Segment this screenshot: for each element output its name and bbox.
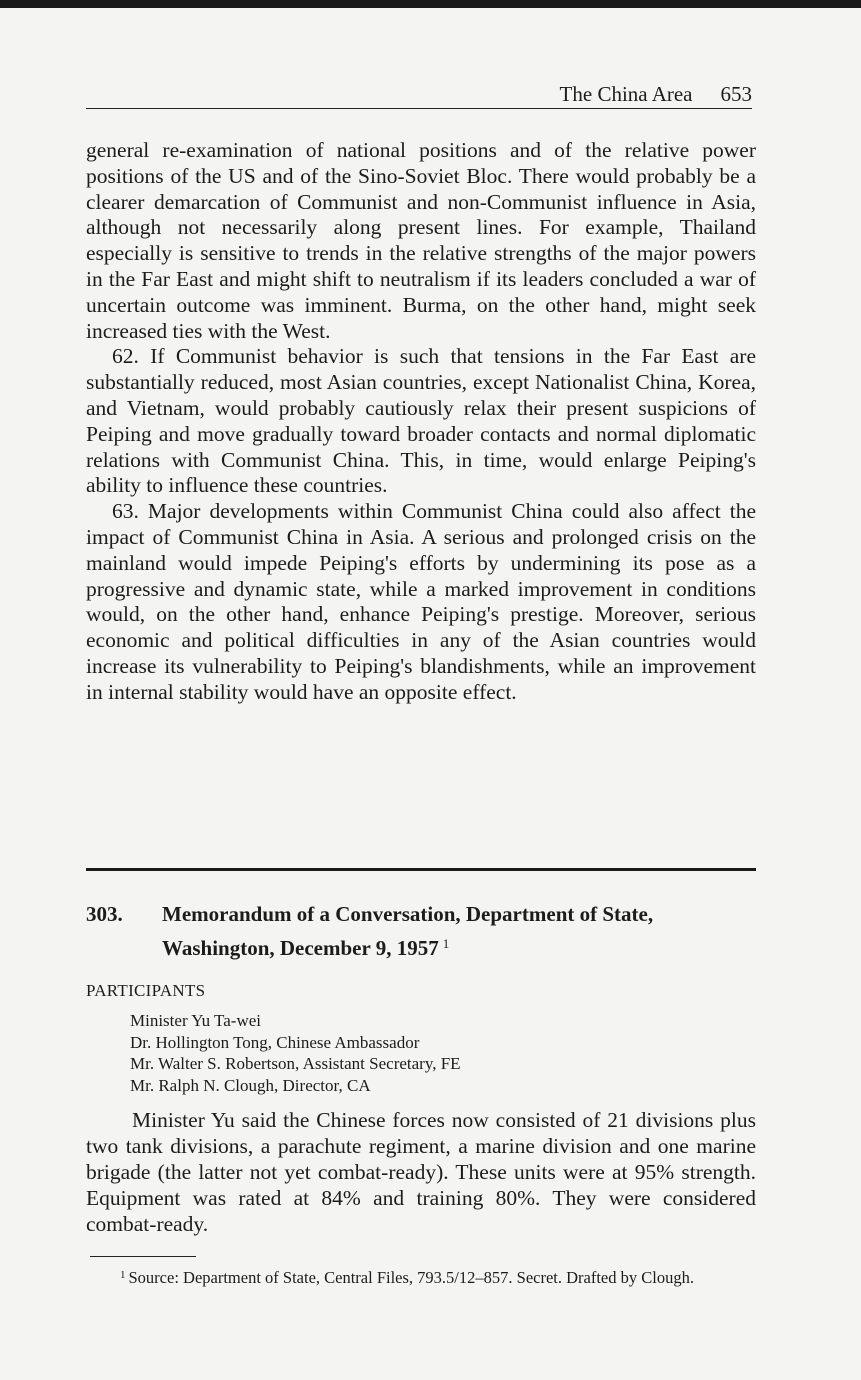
body-paragraph-62: 62. If Communist behavior is such that tensions in the Far East are substantially reduced, most Asian countries, except Nationalist China, Korea, and Vietnam, would probably cautiously relax their present suspicions of Peiping and move gradually toward broader contacts and normal diplomatic relations with Communist China. This, in time, would enlarge Peiping's ability to influence these countries. [86,344,756,498]
section-divider [86,868,756,871]
footnote-marker: 1 [120,1269,126,1281]
footnote-rule [90,1256,196,1257]
participant: Mr. Ralph N. Clough, Director, CA [130,1075,371,1095]
footnote-reference[interactable]: 1 [442,936,450,951]
participant: Mr. Walter S. Robertson, Assistant Secretary, FE [130,1054,461,1073]
participant: Minister Yu Ta-wei [130,1011,262,1030]
participants-label: PARTICIPANTS [86,981,206,1000]
document-heading [86,900,756,963]
footnote-text: Source: Department of State, Central Files, 793.5/12–857. Secret. Drafted by Clough. [128,1268,694,1287]
participants-list [130,1010,461,1096]
document-title-date: Washington, December 9, 1957 [162,936,439,960]
memo-paragraph: Minister Yu said the Chinese forces now consisted of 21 divisions plus two tank divisions, a parachute regiment, a marine division and one marine brigade (the latter not yet combat-ready). These units were at 95% strength. Equipment was rated at 84% and training 80%. They were considered combat-ready. [86,1108,756,1236]
document-title-line-2 [162,929,756,963]
document-title-line-1: Memorandum of a Conversation, Department of State, [162,902,654,926]
document-title [162,900,756,963]
page-top-edge [0,0,861,8]
body-paragraph-63: 63. Major developments within Communist China could also affect the impact of Communist China in Asia. A serious and prolonged crisis on the mainland would impede Peiping's efforts by undermining its pose as a progressive and dynamic state, while a marked improvement in conditions would, on the other hand, enhance Peiping's prestige. Moreover, serious economic and political difficulties in any of the Asian countries would increase its vulnerability to Peiping's blandishments, while an improvement in internal stability would have an opposite effect. [86,499,756,704]
footnote [86,1264,760,1289]
header-rule [86,108,752,109]
participant: Dr. Hollington Tong, Chinese Ambassador [130,1032,420,1052]
body-text [86,138,756,706]
page-number: 653 [720,82,752,106]
running-head-title: The China Area [559,82,693,106]
document-number: 303. [86,902,123,926]
running-head [86,80,752,108]
body-paragraph-continued: general re-examination of national positions and of the relative power positions of the US and of the Sino-Soviet Bloc. There would probably be a clearer demarcation of Communist and non-Communist influence in Asia, although not necessarily along present lines. For example, Thailand especially is sensitive to trends in the relative strengths of the major powers in the Far East and might shift to neutralism if its leaders concluded a war of uncertain outcome was imminent. Burma, on the other hand, might seek increased ties with the West. [86,138,756,343]
